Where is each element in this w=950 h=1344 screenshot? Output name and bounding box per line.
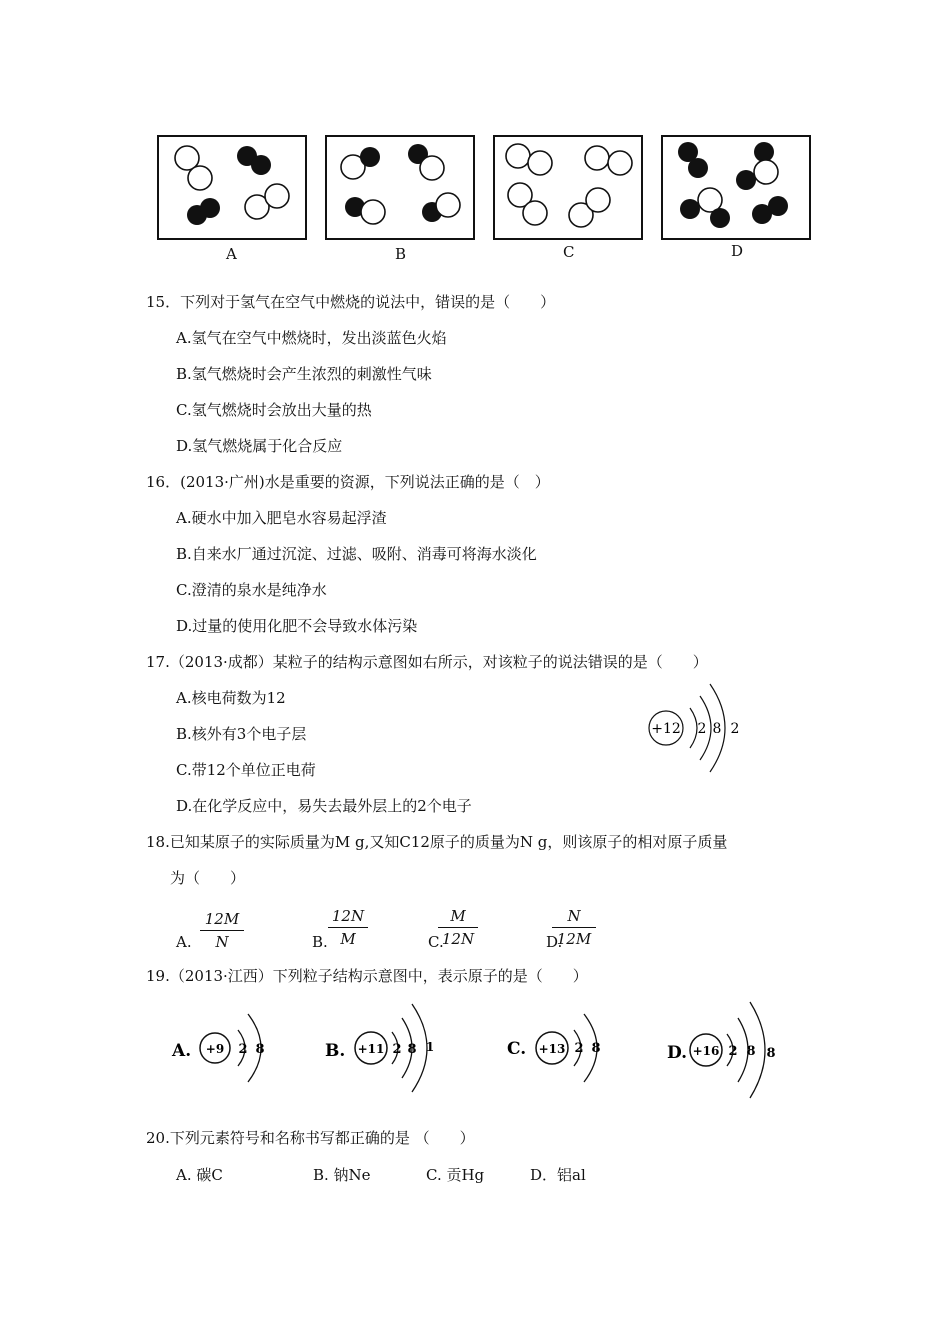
molecule-label-d: D [731, 242, 744, 260]
q19-diagram-c-label: C. [507, 1039, 527, 1059]
q19-diagram-c-nucleus: +13 [538, 1042, 566, 1056]
q18-option-b-fraction [328, 907, 368, 948]
q19-diagram-b-shell-1: 2 [392, 1042, 402, 1057]
q19-diagram-c-shell-1: 2 [574, 1041, 584, 1056]
q18-option-c-denominator: 12N [441, 930, 475, 948]
q19-diagram-d-shell-1: 2 [728, 1044, 738, 1059]
q19-diagram-d-shell-2: 8 [746, 1044, 756, 1059]
q18-option-b-numerator: 12N [331, 907, 365, 925]
q18-option-a-numerator: 12M [204, 910, 240, 928]
q15-option-a: A.氢气在空气中燃烧时，发出淡蓝色火焰 [176, 329, 447, 347]
q18-option-b-denominator: M [340, 930, 356, 948]
molecule-box-d [662, 136, 810, 239]
q18-option-c-fraction [438, 907, 478, 948]
q18-stem: 18.已知某原子的实际质量为M g,又知C12原子的质量为N g，则该原子的相对原子质量 [146, 833, 728, 851]
molecule-label-a: A [226, 245, 237, 263]
q18-option-d-fraction [552, 907, 596, 948]
q18-option-a-label: A. [176, 933, 192, 951]
molecule-box-c [494, 136, 642, 239]
q18-option-a-fraction [200, 910, 244, 951]
q20-option-c: C. 贡Hg [426, 1166, 485, 1184]
q18-option-c-numerator: M [450, 907, 466, 925]
q19-diagram-b-nucleus: +11 [357, 1042, 385, 1056]
q17-shell-3: 2 [730, 721, 740, 737]
q18-stem-cont: 为（ ） [170, 869, 246, 887]
q19-diagram-d-nucleus: +16 [692, 1044, 720, 1058]
q16-option-a: A.硬水中加入肥皂水容易起浮渣 [176, 509, 387, 527]
q19-diagram-a-shell-2: 8 [255, 1042, 265, 1057]
q19-diagram-b-label: B. [325, 1041, 346, 1061]
q19-diagram-c-shell-2: 8 [591, 1041, 601, 1056]
molecule-box-b [326, 136, 474, 239]
q19-diagram-a-label: A. [172, 1041, 192, 1061]
q18-option-d-label: D. [546, 933, 563, 951]
molecule-figure [150, 130, 820, 270]
q20-option-b: B. 钠Ne [313, 1166, 371, 1184]
q17-nucleus: +12 [651, 721, 681, 737]
q20-option-a: A. 碳C [176, 1166, 223, 1184]
q19-diagram-d-shell-3: 8 [766, 1046, 776, 1061]
q15-option-d: D.氢气燃烧属于化合反应 [176, 437, 343, 455]
q17-option-d: D.在化学反应中，易失去最外层上的2个电子 [176, 797, 472, 815]
q18-option-a-denominator: N [215, 933, 229, 951]
q17-atom-diagram [640, 678, 760, 778]
q16-option-c: C.澄清的泉水是纯净水 [176, 581, 327, 599]
q20-stem: 20.下列元素符号和名称书写都正确的是 （ ） [146, 1129, 475, 1147]
q16-stem: 16．(2013·广州)水是重要的资源，下列说法正确的是（ ） [146, 473, 550, 491]
q19-diagram-b-shell-2: 8 [407, 1042, 417, 1057]
q19-stem: 19.（2013·江西）下列粒子结构示意图中，表示原子的是（ ） [146, 967, 588, 985]
q18-option-c-label: C. [428, 933, 444, 951]
q19-diagram-d-label: D. [667, 1043, 688, 1063]
q18-option-d-numerator: N [567, 907, 581, 925]
q15-option-b: B.氢气燃烧时会产生浓烈的刺激性气味 [176, 365, 432, 383]
q16-option-d: D.过量的使用化肥不会导致水体污染 [176, 617, 418, 635]
molecule-label-b: B [395, 245, 407, 263]
q19-diagram-a-nucleus: +9 [205, 1042, 225, 1056]
q19-diagram-a-shell-1: 2 [238, 1042, 248, 1057]
q15-option-c: C.氢气燃烧时会放出大量的热 [176, 401, 372, 419]
molecule-label-c: C [563, 243, 575, 261]
q18-option-b-label: B. [312, 933, 328, 951]
q15-stem: 15．下列对于氢气在空气中燃烧的说法中，错误的是（ ） [146, 293, 556, 311]
q19-diagram-b-shell-3: 1 [425, 1040, 435, 1054]
q16-option-b: B.自来水厂通过沉淀、过滤、吸附、消毒可将海水淡化 [176, 545, 537, 563]
q17-stem: 17.（2013·成都）某粒子的结构示意图如右所示，对该粒子的说法错误的是（ ） [146, 653, 708, 671]
q18-option-d-denominator: 12M [556, 930, 592, 948]
q17-shell-1: 2 [697, 721, 707, 737]
q17-shell-2: 8 [712, 721, 722, 737]
q20-option-d: D．铝al [530, 1166, 586, 1184]
q17-option-c: C.带12个单位正电荷 [176, 761, 316, 779]
q17-option-a: A.核电荷数为12 [176, 689, 286, 707]
q17-option-b: B.核外有3个电子层 [176, 725, 307, 743]
q19-diagrams [160, 1000, 800, 1100]
molecule-box-a [158, 136, 306, 239]
